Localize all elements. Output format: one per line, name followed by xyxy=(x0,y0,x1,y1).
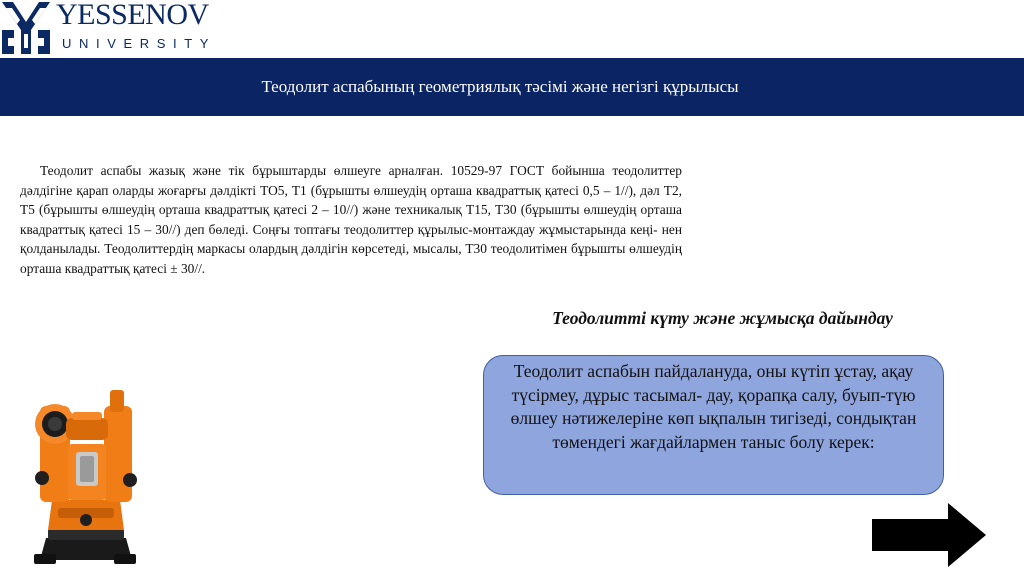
section-heading: Теодолитті күту және жұмысқа дайындау xyxy=(552,308,893,328)
logo-wordmark: YESSENOV xyxy=(56,0,209,31)
next-arrow-icon[interactable] xyxy=(872,503,986,567)
page-title: Теодолит аспабының геометриялық тәсімі және негізгі құрылысы xyxy=(261,77,739,96)
logo-subtitle: UNIVERSITY xyxy=(62,36,217,51)
theodolite-image-icon xyxy=(28,388,144,568)
university-logo xyxy=(0,0,230,56)
intro-paragraph: Теодолит аспабы жазық және тік бұрыштарды өлшеуге арналған. 10529-97 ГОСТ бойынша теодолиттер дәлдігіне қарап оларды жоғарғы дәлдікті ТО5, Т1 (бұрышты өлшеудің орташа квадраттық қатесі 0,5 – 1//), дәл Т2, Т5 (бұрышты өлшеудің орташа квадраттық қатесі 2 – 10//) және техникалық Т15, Т30 (бұрышты өлшеудің орташа квадраттық қатесі 15 – 30//) деп бөледі. Соңғы топтағы теодолиттер құрылыс-монтаждау жұмыстарында кеңі- нен қолданылады. Теодолиттердің маркасы олардың дәлдігін көрсетеді, мысалы, Т30 теодолитімен бұрышты өлшеудің орташа квадраттық қатесі ± 30//. xyxy=(20,163,682,276)
info-callout-box: Теодолит аспабын пайдаланудa, оны күтіп ұстау, ақау түсірмеу, дұрыс тасымал- дау, қорапқа салу, буып-түю өлшеу нәтижелеріне көп ықпалын тигізеді, сондықтан төмендегі жағдайлармен таныс болу керек: xyxy=(483,355,944,495)
yessenov-logo-mark-icon xyxy=(0,0,52,56)
title-bar xyxy=(0,58,1024,116)
